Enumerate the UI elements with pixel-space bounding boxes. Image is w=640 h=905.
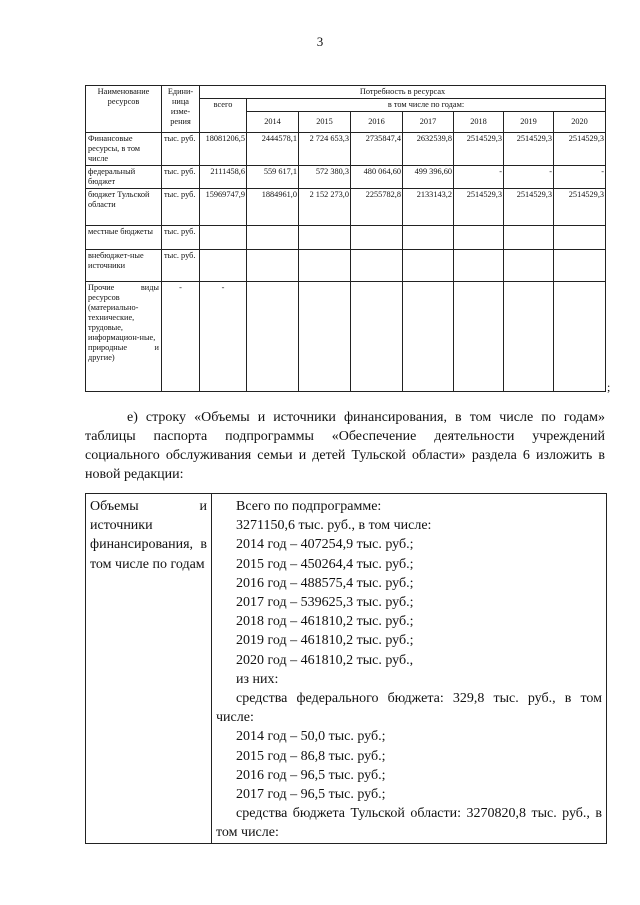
resource-year-value: [247, 226, 299, 250]
resource-year-value: [504, 226, 554, 250]
header-year: 2018: [454, 112, 504, 133]
resource-year-value: [403, 226, 454, 250]
resource-total: [200, 250, 247, 282]
resource-year-value: [299, 282, 351, 392]
table-row: [86, 282, 606, 392]
resource-unit: тыс. руб.: [162, 166, 200, 189]
resource-year-value: -: [554, 166, 606, 189]
resource-year-value: [299, 226, 351, 250]
resource-total: -: [200, 282, 247, 392]
instruction-text: е) строку «Объемы и источники финансирования, в том числе по годам» таблицы паспорта подпрограммы «Обеспечение деятельности учреждений социального обслуживания семьи и детей Тульской области» раздела 6 изложить в новой редакции:: [85, 410, 605, 482]
resource-year-value: [403, 250, 454, 282]
finance-line: 2018 год – 461810,2 тыс. руб.;: [236, 614, 414, 630]
resource-year-value: 2735847,4: [351, 133, 403, 166]
header-year: 2015: [299, 112, 351, 133]
finance-value-cell: [212, 494, 607, 844]
resource-unit: тыс. руб.: [162, 133, 200, 166]
finance-line: 2015 год – 450264,4 тыс. руб.;: [236, 556, 414, 572]
finance-table: [85, 493, 607, 844]
resource-year-value: [351, 226, 403, 250]
resource-year-value: 480 064,60: [351, 166, 403, 189]
table-row: [86, 189, 606, 226]
resource-unit: -: [162, 282, 200, 392]
finance-line: из них:: [236, 671, 279, 687]
finance-line: 3271150,6 тыс. руб., в том числе:: [236, 518, 432, 534]
header-year: 2014: [247, 112, 299, 133]
resource-year-value: 2514529,3: [504, 189, 554, 226]
finance-line: 2017 год – 539625,3 тыс. руб.;: [236, 595, 414, 611]
page-number: 3: [316, 34, 324, 49]
resource-name: Финансовые ресурсы, в том числе: [86, 133, 162, 166]
resource-year-value: [403, 282, 454, 392]
header-year: 2016: [351, 112, 403, 133]
resource-year-value: [554, 250, 606, 282]
resource-year-value: 2444578,1: [247, 133, 299, 166]
resource-total: 18081206,5: [200, 133, 247, 166]
federal-line: 2016 год – 96,5 тыс. руб.;: [236, 767, 386, 783]
resource-year-value: 2514529,3: [454, 133, 504, 166]
resource-year-value: [247, 250, 299, 282]
resource-year-value: 2 152 273,0: [299, 189, 351, 226]
header-by-years: в том числе по годам:: [247, 99, 606, 112]
resource-name: Прочие виды ресурсов (материально-технические, трудовые, информацион-ные, природные и другие): [86, 282, 162, 392]
finance-line: 2019 год – 461810,2 тыс. руб.;: [236, 633, 414, 649]
resource-year-value: 2514529,3: [504, 133, 554, 166]
finance-line: 2014 год – 407254,9 тыс. руб.;: [236, 537, 414, 553]
resource-year-value: [454, 250, 504, 282]
header-unit: Едини-ница изме-рения: [162, 86, 200, 133]
regional-heading: средства бюджета Тульской области: 3270820,8 тыс. руб., в том числе:: [216, 806, 602, 841]
resource-year-value: 1884961,0: [247, 189, 299, 226]
resource-year-value: [504, 250, 554, 282]
trailing-semicolon: ;: [607, 380, 611, 394]
resource-year-value: 2514529,3: [554, 189, 606, 226]
resource-total: 15969747,9: [200, 189, 247, 226]
resource-year-value: 2 724 653,3: [299, 133, 351, 166]
resource-year-value: -: [504, 166, 554, 189]
resource-total: [200, 226, 247, 250]
table-row: [86, 166, 606, 189]
header-year: 2019: [504, 112, 554, 133]
resource-year-value: -: [454, 166, 504, 189]
finance-label: Объемы и источники финансирования, в том числе по годам: [90, 499, 207, 572]
header-total: всего: [200, 99, 247, 133]
resource-needs-table: [85, 85, 606, 392]
resource-year-value: [351, 282, 403, 392]
resource-year-value: [554, 282, 606, 392]
finance-line: 2020 год – 461810,2 тыс. руб.,: [236, 652, 414, 668]
resource-year-value: [351, 250, 403, 282]
resource-year-value: 2514529,3: [454, 189, 504, 226]
resource-unit: тыс. руб.: [162, 250, 200, 282]
resource-name: бюджет Тульской области: [86, 189, 162, 226]
resource-name: местные бюджеты: [86, 226, 162, 250]
resource-year-value: [554, 226, 606, 250]
finance-label-cell: [86, 494, 212, 844]
resource-year-value: 2514529,3: [554, 133, 606, 166]
header-year: 2017: [403, 112, 454, 133]
federal-line: 2017 год – 96,5 тыс. руб.;: [236, 787, 386, 803]
federal-line: 2015 год – 86,8 тыс. руб.;: [236, 748, 386, 764]
resource-year-value: 2632539,8: [403, 133, 454, 166]
table-row: [86, 133, 606, 166]
resource-year-value: [247, 282, 299, 392]
finance-line: Всего по подпрограмме:: [236, 499, 382, 514]
header-year: 2020: [554, 112, 606, 133]
resource-year-value: [454, 282, 504, 392]
resource-unit: тыс. руб.: [162, 226, 200, 250]
federal-heading: средства федерального бюджета: 329,8 тыс. руб., в том числе:: [216, 691, 602, 726]
resource-name: федеральный бюджет: [86, 166, 162, 189]
resource-year-value: 2255782,8: [351, 189, 403, 226]
table-row: [86, 250, 606, 282]
federal-line: 2014 год – 50,0 тыс. руб.;: [236, 729, 386, 745]
resource-year-value: 559 617,1: [247, 166, 299, 189]
resource-year-value: 2133143,2: [403, 189, 454, 226]
resource-name: внебюджет-ные источники: [86, 250, 162, 282]
header-resource-name: Наименование ресурсов: [86, 86, 162, 133]
resource-year-value: 572 380,3: [299, 166, 351, 189]
resource-year-value: 499 396,60: [403, 166, 454, 189]
resource-year-value: [454, 226, 504, 250]
table-row: [86, 226, 606, 250]
resource-unit: тыс. руб.: [162, 189, 200, 226]
resource-total: 2111458,6: [200, 166, 247, 189]
resource-year-value: [504, 282, 554, 392]
finance-line: 2016 год – 488575,4 тыс. руб.;: [236, 575, 414, 591]
instruction-paragraph: [85, 408, 605, 484]
resource-year-value: [299, 250, 351, 282]
header-resource-need: Потребность в ресурсах: [200, 86, 606, 99]
